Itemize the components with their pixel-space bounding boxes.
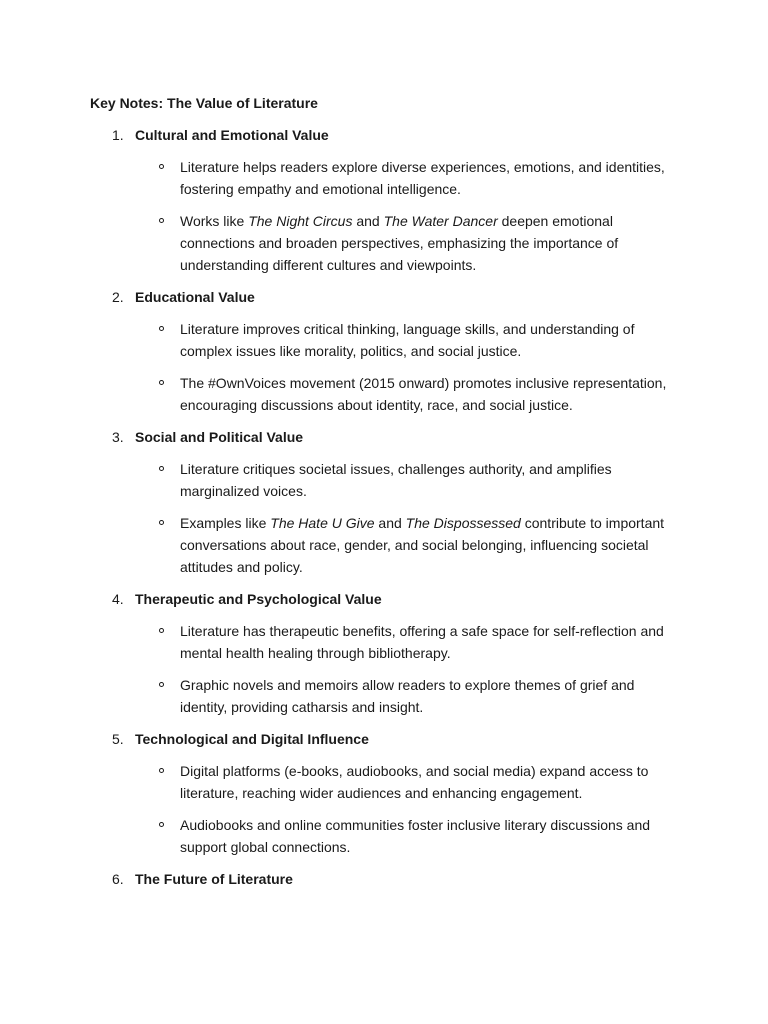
bullet-text bbox=[180, 817, 650, 855]
text-segment: Graphic novels and memoirs allow readers to explore themes of grief and identity, providing catharsis and insight. bbox=[180, 677, 635, 715]
section-title: Social and Political Value bbox=[135, 429, 304, 445]
bullet-text bbox=[180, 321, 634, 359]
text-segment: contribute to important conversations about race, gender, and social belonging, influencing societal attitudes and policy. bbox=[180, 515, 665, 575]
list-section bbox=[0, 588, 768, 718]
bullet-text bbox=[180, 375, 666, 413]
book-title-text: The Water Dancer bbox=[383, 213, 498, 229]
section-heading bbox=[0, 728, 768, 750]
section-number: 3. bbox=[112, 429, 124, 445]
section-number: 4. bbox=[112, 591, 124, 607]
list-section bbox=[0, 426, 768, 578]
text-segment: Digital platforms (e-books, audiobooks, and social media) expand access to literature, reaching wider audiences and enhancing engagement. bbox=[180, 763, 649, 801]
section-title: Therapeutic and Psychological Value bbox=[135, 591, 382, 607]
text-segment: deepen emotional connections and broaden perspectives, emphasizing the importance of understanding different cultures and viewpoints. bbox=[180, 213, 619, 273]
bullet-item bbox=[180, 760, 680, 804]
bullet-text bbox=[180, 763, 648, 801]
hollow-circle-bullet-icon bbox=[159, 682, 164, 687]
bullet-text bbox=[180, 159, 665, 197]
text-segment: Literature has therapeutic benefits, offering a safe space for self-reflection and mental health healing through bibliotherapy. bbox=[180, 623, 664, 661]
bullet-item bbox=[180, 210, 680, 276]
section-heading bbox=[0, 426, 768, 448]
section-title: Educational Value bbox=[135, 289, 255, 305]
book-title-text: The Night Circus bbox=[248, 213, 353, 229]
hollow-circle-bullet-icon bbox=[159, 822, 164, 827]
book-title-text: The Hate U Give bbox=[270, 515, 375, 531]
text-segment: Literature critiques societal issues, challenges authority, and amplifies marginalized voices. bbox=[180, 461, 612, 499]
bullet-item bbox=[180, 372, 680, 416]
text-segment: Literature improves critical thinking, language skills, and understanding of complex issues like morality, politics, and social justice. bbox=[180, 321, 635, 359]
section-heading bbox=[0, 868, 768, 890]
list-section bbox=[0, 124, 768, 276]
hollow-circle-bullet-icon bbox=[159, 768, 164, 773]
bullet-text bbox=[180, 677, 634, 715]
bullet-item bbox=[180, 620, 680, 664]
text-segment: and bbox=[352, 213, 384, 229]
document-title: Key Notes: The Value of Literature bbox=[90, 95, 318, 111]
bullet-item bbox=[180, 156, 680, 200]
section-list bbox=[0, 124, 768, 900]
hollow-circle-bullet-icon bbox=[159, 520, 164, 525]
bullet-text bbox=[180, 623, 664, 661]
hollow-circle-bullet-icon bbox=[159, 218, 164, 223]
section-number: 5. bbox=[112, 731, 124, 747]
section-number: 6. bbox=[112, 871, 124, 887]
section-number: 1. bbox=[112, 127, 124, 143]
bullet-item bbox=[180, 674, 680, 718]
text-segment: Literature helps readers explore diverse experiences, emotions, and identities, fostering empathy and emotional intelligence. bbox=[180, 159, 665, 197]
hollow-circle-bullet-icon bbox=[159, 628, 164, 633]
bullet-item bbox=[180, 458, 680, 502]
section-title: Technological and Digital Influence bbox=[135, 731, 369, 747]
hollow-circle-bullet-icon bbox=[159, 380, 164, 385]
section-heading bbox=[0, 124, 768, 146]
text-segment: and bbox=[374, 515, 406, 531]
section-title: The Future of Literature bbox=[135, 871, 293, 887]
bullet-text bbox=[180, 461, 612, 499]
text-segment: Examples like bbox=[180, 515, 271, 531]
bullet-item bbox=[180, 318, 680, 362]
section-heading bbox=[0, 588, 768, 610]
bullet-text bbox=[180, 213, 618, 273]
section-heading bbox=[0, 286, 768, 308]
text-segment: Audiobooks and online communities foster inclusive literary discussions and support global connections. bbox=[180, 817, 651, 855]
hollow-circle-bullet-icon bbox=[159, 326, 164, 331]
text-segment: The #OwnVoices movement (2015 onward) promotes inclusive representation, encouraging discussions about identity, race, and social justice. bbox=[180, 375, 667, 413]
book-title-text: The Dispossessed bbox=[405, 515, 521, 531]
list-section bbox=[0, 728, 768, 858]
section-number: 2. bbox=[112, 289, 124, 305]
list-section bbox=[0, 286, 768, 416]
bullet-item bbox=[180, 814, 680, 858]
list-section bbox=[0, 868, 768, 890]
section-title: Cultural and Emotional Value bbox=[135, 127, 329, 143]
bullet-text bbox=[180, 515, 664, 575]
hollow-circle-bullet-icon bbox=[159, 466, 164, 471]
hollow-circle-bullet-icon bbox=[159, 164, 164, 169]
text-segment: Works like bbox=[180, 213, 249, 229]
bullet-item bbox=[180, 512, 680, 578]
